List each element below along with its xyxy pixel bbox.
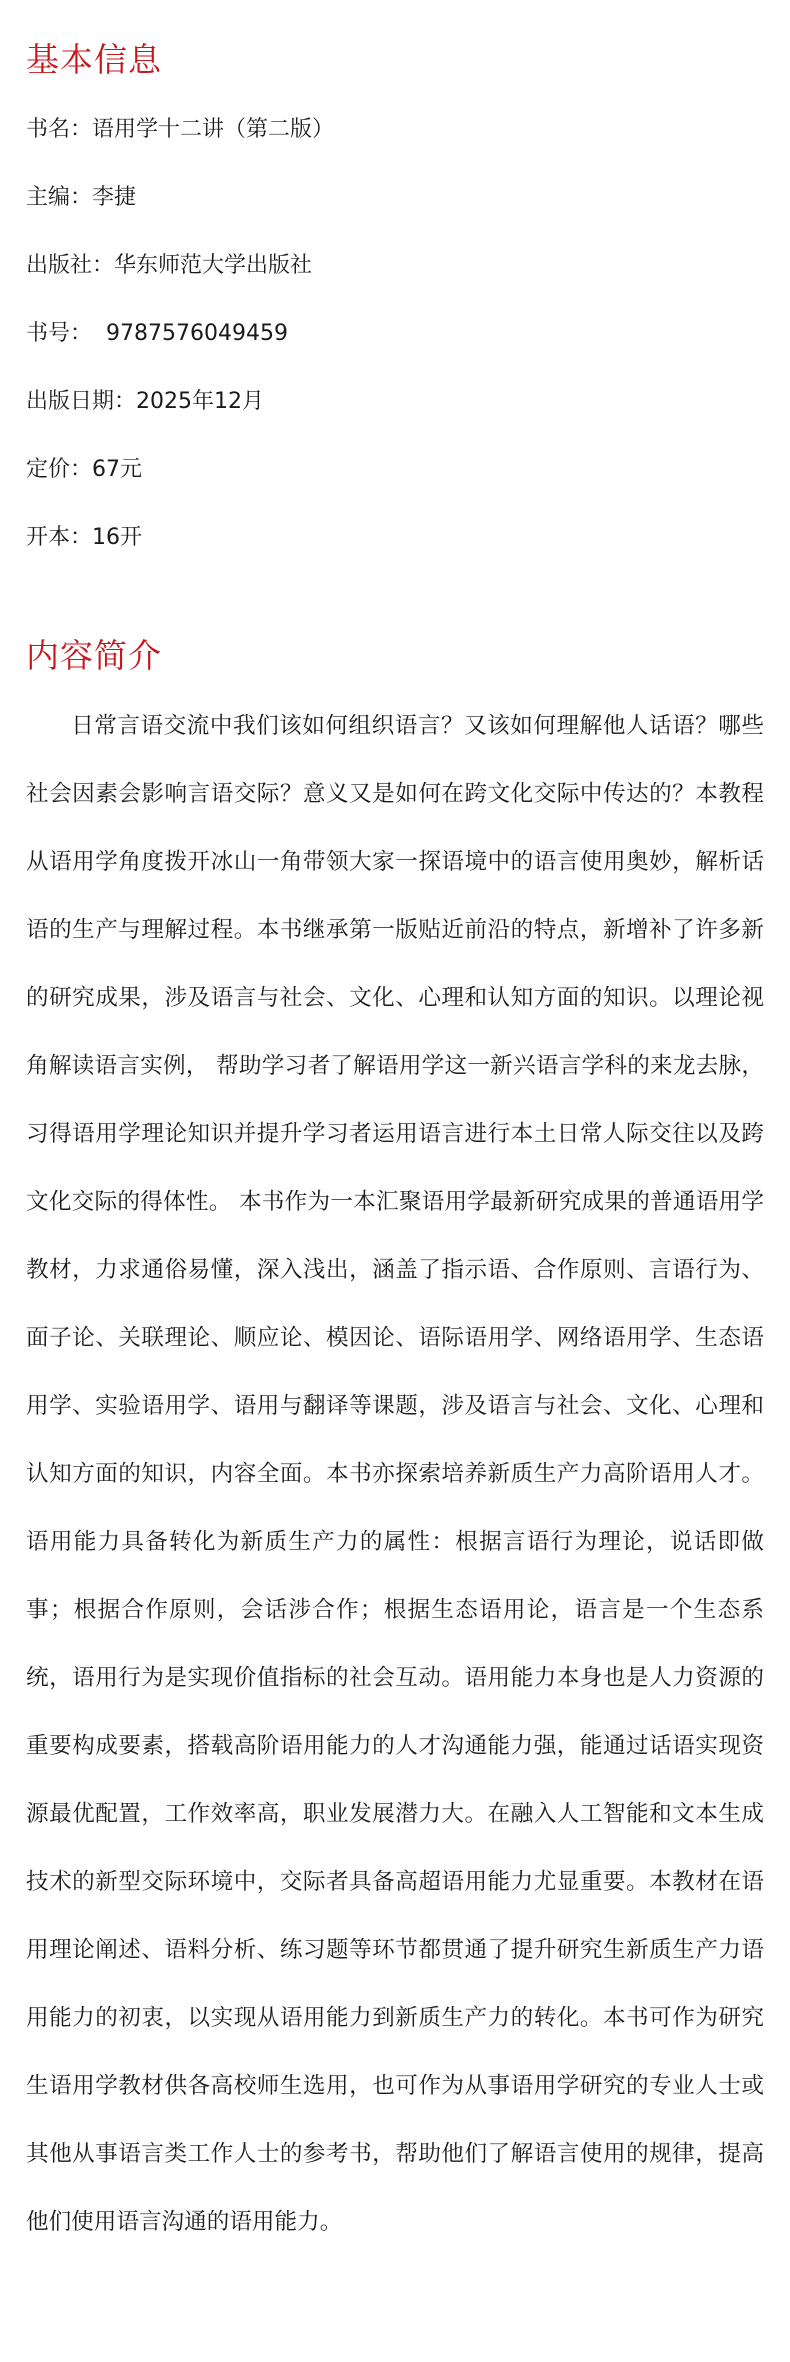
- intro-paragraph: 日常言语交流中我们该如何组织语言？又该如何理解他人话语？哪些社会因素会影响言语交际？意义又是如何在跨文化交际中传达的？本教程从语用学角度拨开冰山一角带领大家一探语境中的语言使用奥妙，解析话语的生产与理解过程。本书继承第一版贴近前沿的特点，新增补了许多新的研究成果，涉及语言与社会、文化、心理和认知方面的知识。以理论视角解读语言实例， 帮助学习者了解语用学这一新兴语言学科的来龙去脉，习得语用学理论知识并提升学习者运用语言进行本土日常人际交往以及跨文化交际的得体性。 本书作为一本汇聚语用学最新研究成果的普通语用学教材，力求通俗易懂，深入浅出，涵盖了指示语、合作原则、言语行为、面子论、关联理论、顺应论、模因论、语际语用学、网络语用学、生态语用学、实验语用学、语用与翻译等课题，涉及语言与社会、文化、心理和认知方面的知识，内容全面。本书亦探索培养新质生产力高阶语用人才。语用能力具备转化为新质生产力的属性：根据言语行为理论，说话即做事；根据合作原则，会话涉合作；根据生态语用论，语言是一个生态系统，语用行为是实现价值指标的社会互动。语用能力本身也是人力资源的重要构成要素，搭载高阶语用能力的人才沟通能力强，能通过话语实现资源最优配置，工作效率高，职业发展潜力大。在融入人工智能和文本生成技术的新型交际环境中，交际者具备高超语用能力尤显重要。本教材在语用理论阐述、语料分析、练习题等环节都贯通了提升研究生新质生产力语用能力的初衷，以实现从语用能力到新质生产力的转化。本书可作为研究生语用学教材供各高校师生选用，也可作为从事语用学研究的专业人士或其他从事语言类工作人士的参考书，帮助他们了解语言使用的规律，提高他们使用语言沟通的语用能力。: [26, 713, 764, 2235]
- intro-section: [26, 634, 764, 2256]
- info-item-publisher: [26, 232, 764, 300]
- section-spacer: [26, 572, 764, 634]
- info-item-editor: [26, 164, 764, 232]
- info-label: 出版社：: [26, 253, 115, 278]
- info-label: 定价：: [26, 457, 93, 482]
- basic-info-list: [26, 96, 764, 572]
- info-value: 华东师范大学出版社: [114, 253, 313, 278]
- info-item-publish-date: [26, 368, 764, 436]
- info-label: 书号：: [26, 321, 93, 346]
- info-label: 出版日期：: [26, 389, 137, 414]
- info-value: 16开: [92, 525, 143, 550]
- info-value: 67元: [92, 457, 143, 482]
- info-item-price: [26, 436, 764, 504]
- info-value: 语用学十二讲（第二版）: [92, 117, 335, 142]
- info-item-isbn: [26, 300, 764, 368]
- info-value: 2025年12月: [136, 389, 264, 414]
- info-value: 李捷: [92, 185, 137, 210]
- info-label: 主编：: [26, 185, 93, 210]
- info-value: 9787576049459: [92, 321, 288, 346]
- info-label: 开本：: [26, 525, 93, 550]
- info-label: 书名：: [26, 117, 93, 142]
- section-title-intro: 内容简介: [26, 636, 162, 675]
- info-item-format: [26, 504, 764, 572]
- basic-info-section: [26, 38, 764, 572]
- info-item-book-title: [26, 96, 764, 164]
- section-title-basic-info: 基本信息: [26, 40, 162, 79]
